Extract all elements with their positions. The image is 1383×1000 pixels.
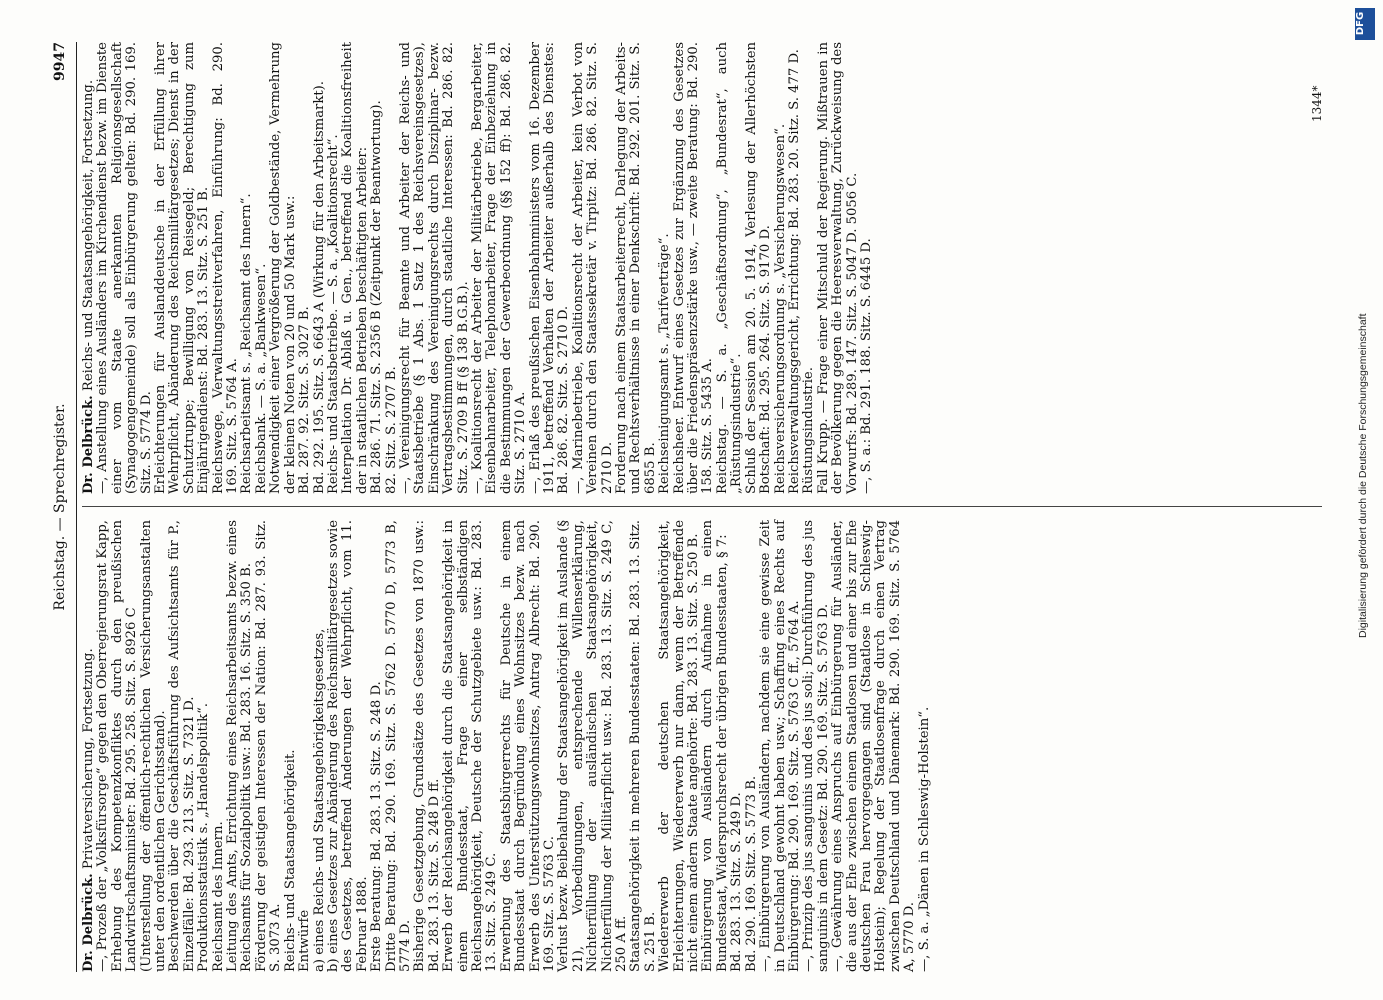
left-entry: Wiedererwerb der deutschen Staatsangehörigkeit, Erleichterungen, Wiedererwerb nur dann, wenn der Betreffende nicht einem andern Staate angehörte: Bd. 283. 13. Sitz. S. 250 B. [657,515,702,972]
right-entry: —, Erlaß des preußischen Eisenbahnministers vom 16. Dezember 1911, betreffend Verhalten der Arbeiter außerhalb des Dienstes: Bd. 286. 82. Sitz. S. 2710 D. [527,37,572,494]
left-entry: Dritte Beratung: Bd. 290. 169. Sitz. S. 5762 D. 5770 D, 5773 B, 5774 D. [383,515,413,972]
header-rule [76,42,77,972]
page-number: 9947 [52,42,68,81]
signature-mark: 1344* [1310,85,1324,122]
left-entry: (Unterstellung der öffentlich-rechtlichen Versicherungsanstalten unter den ordentlichen Gerichtsstand). [138,515,169,972]
right-entry: Reichstag. — S. a. „Geschäftsordnung“, „Bundesrat“, auch „Rüstungsindustrie“. [714,37,745,494]
left-entry: —, Prozeß der „Volksfürsorge“ gegen den Oberregierungsrat Kapp, Erhebung des Kompetenzkonfliktes durch den preußischen Landwirtschaftsminister: Bd. 295. 258. Sitz. S. 8926 C [95,515,140,972]
right-entry: —, Anstellung eines Ausländers im Kirchendienst bezw. im Dienste einer vom Staate anerkannten Religionsgesellschaft (Synagogengemeinde) soll als Einbürgerung gelten: Bd. 290. 169. Sitz. S. 5774 D. [95,37,154,494]
page-header [52,42,74,972]
left-lead-rest: Privatversicherung, Fortsetzung. [81,648,96,874]
right-entry: —, S. a.: Bd. 291. 188. Sitz. S. 6445 D. [858,238,874,494]
right-entry: Reichsversicherungsordnung s. „Versicherungswesen“. [772,123,788,494]
left-entry: Produktionsstatistik s. „Handelspolitik“. [196,702,212,972]
right-lead-rest: Reichs- und Staatsangehörigkeit, Fortsetzung. [81,79,96,396]
right-entry: —, Vereinigungsrecht für Beamte und Arbeiter der Reichs- und Staatsbetriebe (§ 1 Abs. 1 Satz 1 des Reichsvereinsgesetzes), Einschränkung des Vereinigungsrechts durch Disziplinar- bezw. Vertragsbestimmungen, durch staatliche Interessen: Bd. 286. 82. Sitz. S. 2709 B ff (§ 138 B.G.B.). [397,37,471,494]
left-entry: —, S. a. „Dänen in Schleswig-Holstein“. [916,706,932,972]
right-entry: Reichs- und Staatsbetriebe. — S. a. „Koalitionsrecht“. [325,134,341,494]
right-entry: Reichsverwaltungsgericht, Errichtung: Bd. 283. 20. Sitz. S. 477 D. [786,49,802,494]
right-entry: —, Marinebetriebe, Koalitionsrecht der Arbeiter, kein Verbot von Vereinen durch den Staatssekretär v. Tirpitz: Bd. 286. 82. Sitz. S. 2710 D. [570,37,615,494]
left-entry: Reichsamt des Innern. [210,821,226,972]
right-entry: Forderung nach einem Staatsarbeiterrecht, Darlegung der Arbeits- und Rechtsverhältnisse in einer Denkschrift: Bd. 292. 201. Sitz. S. 6855 B. [614,37,658,494]
left-entries [95,515,932,972]
right-entries [95,37,874,494]
left-entry: Bd. 290. 169. Sitz. S. 5773 B. [743,775,759,972]
left-entry: Förderung der geistigen Interessen der Nation: Bd. 287. 93. Sitz. S. 3073 A. [253,515,284,972]
left-entry: Bisherige Gesetzgebung, Grundsätze des Gesetzes von 1870 usw.: Bd. 283. 13. Sitz. S. 248 D ff. [412,515,442,972]
left-lead [82,520,96,972]
dfg-sidebar [1355,8,1377,648]
right-entry: Bd. 286. 71. Sitz. S. 2356 B (Zeitpunkt der Beantwortung). [369,100,385,494]
left-entry: Erwerb der Reichsangehörigkeit durch die Staatsangehörigkeit in einem Bundesstaat, Frage einer selbständigen Reichsangehörigkeit, Deutsche der Schutzgebiete usw.: Bd. 283. 13. Sitz. S. 249 C. [441,515,500,972]
right-entry: Notwendigkeit einer Vergrößerung der Goldbestände, Vermehrung der kleinen Noten von 20 und 50 Mark usw.: [268,37,298,494]
dfg-logo: DFG [1355,8,1375,40]
left-entry: Erste Beratung: Bd. 283. 13. Sitz. S. 248 D. [369,681,385,972]
left-entry: Reichs- und Staatsangehörigkeit. [282,749,298,972]
right-entry: —, Koalitionsrecht der Arbeiter der Militärbetriebe, Bergarbeiter, Eisenbahnarbeiter, Telephonarbeiter, Frage der Einbeziehung in die Bestimmungen der Gewerbeordnung (§§ 152 ff): Bd. 286. 82. Sitz. S. 2710 A. [469,37,529,494]
right-column [81,37,874,494]
left-entry: b) eines Gesetzes zur Abänderung des Reichsmilitärgesetzes sowie des Gesetzes, betreffend Änderungen der Wehrpflicht, vom 11. Februar 1888. [325,515,370,972]
right-entry: Bd. 292. 195. Sitz. S. 6643 A (Wirkung für den Arbeitsmarkt). [311,81,327,494]
left-entry: Einbürgerung von Ausländern durch Aufnahme in einen Bundesstaat, Widerspruchsrecht der übrigen Bundesstaaten, § 7: [700,515,730,972]
right-entry: Rüstungsindustrie. [801,367,817,494]
right-entry: Interpellation Dr. Ablaß u. Gen., betreffend die Koalitionsfreiheit der in staatlichen Betrieben beschäftigten Arbeiter: [340,37,370,494]
right-entry: Fall Krupp. — Frage einer Mitschuld der Regierung. Mißtrauen in der Bevölkerung gegen die Heeresverwaltung, Zurückweisung des Vorwurfs: Bd. 289. 147. Sitz. S. 5047 D. 5056 C. [815,37,860,494]
right-entry: Reichsbank. — S. a. „Bankwesen“. [253,263,269,494]
dfg-credit: Digitalisierung gefördert durch die Deutsche Forschungsgemeinschaft [1357,313,1369,638]
left-entry: —, Prinzip des jus sanguinis und des jus soli; Durchführung des jus sanguinis in dem Gesetz: Bd. 290. 169. Sitz. S. 5763 D. [801,515,831,972]
left-lead-name: Dr. Delbrück. [81,873,96,972]
left-entry: a) eines Reichs- und Staatsangehörigkeitsgesetzes, [311,628,327,972]
left-column [81,515,932,972]
right-entry: Reichsarbeitsamt s. „Reichsamt des Innern“. [239,193,255,494]
right-entry: Schluß der Session am 20. 5. 1914, Verlesung der Allerhöchsten Botschaft: Bd. 295. 264. Sitz. S. 9170 D. [743,37,774,494]
left-entry: —, Einbürgerung von Ausländern, nachdem sie eine gewisse Zeit in Deutschland gewohnt haben usw.; Schaffung eines Rechts auf Einbürgerung: Bd. 290. 169. Sitz. S. 5763 C ff., 5764 A. [758,515,802,972]
left-entry: Verlust bezw. Beibehaltung der Staatsangehörigkeit im Auslande (§ 21), Vorbedingungen, entsprechende Willenserklärung, Nichterfüllung der ausländischen Staatsangehörigkeit, Nichterfüllung der Militärpflicht usw.: Bd. 283. 13. Sitz. S. 249 C, 250 A ff. [556,515,630,972]
right-lead [82,42,96,494]
left-entry: Staatsangehörigkeit in mehreren Bundesstaaten: Bd. 283. 13. Sitz. S. 251 B. [628,515,658,972]
column-divider [82,506,1322,507]
right-entry: Bd. 287. 92. Sitz. S. 3027 B. [297,306,313,494]
right-entry: Reichswege, Verwaltungsstreitverfahren, Einführung: Bd. 290. 169. Sitz. S. 5764 A. [210,37,241,494]
left-entry: Erwerbung des Staatsbürgerrechts für Deutsche in einem Bundesstaat durch Begründung eines Wohnsitzes bezw. nach Erwerb des Unterstützungswohnsitzes, Antrag Albrecht: Bd. 290. 169. Sitz. S. 5763 C. [498,515,557,972]
left-entry: Bd. 283. 13. Sitz. S. 249 D. [729,792,745,972]
left-entry: Leitung des Amts, Errichtung eines Reichsarbeitsamts bezw. eines Reichsamts für Sozialpolitik usw.: Bd. 283. 16. Sitz. S. 350 B. [225,515,255,972]
right-entry: Erleichterungen für Auslanddeutsche in der Erfüllung ihrer Wehrpflicht, Abänderung des Reichsmilitärgesetzes; Dienst in der Schutztruppe; Bewilligung von Reisegeld; Berechtigung zum Einjährigendienst: Bd. 283. 13. Sitz. S. 251 B. [153,37,212,494]
left-entry: Entwürfe [297,909,313,972]
right-entry: Reichseinigungsamt s. „Tarifverträge“. [657,233,673,494]
left-entry: Beschwerden über die Geschäftsführung des Aufsichtsamts für P., Einzelfälle: Bd. 293. 213. Sitz. S. 7321 D. [167,515,197,972]
left-entry: —, Gewährung eines Anspruchs auf Einbürgerung für Ausländer, die aus der Ehe zwischen einem Staatlosen und einer bis zur Ehe deutschen Frau hervorgegangen sind (Staatlose in Schleswig-Holstein); Regelung der Staatlosenfrage durch einen Vertrag zwischen Deutschland und Dänemark: Bd. 290. 169. Sitz. S. 5764 A, 5770 D. [830,515,918,972]
right-entry: 82. Sitz. S. 2707 B. [383,366,399,494]
rotated-page-content [52,37,1342,972]
right-entry: Reichsheer. Entwurf eines Gesetzes zur Ergänzung des Gesetzes über die Friedenspräsenzstärke usw., — zweite Beratung: Bd. 290. 158. Sitz. S. 5435 A. [671,37,716,494]
running-title: Reichstag. — Sprechregister. [52,403,68,611]
right-lead-name: Dr. Delbrück. [81,395,96,494]
